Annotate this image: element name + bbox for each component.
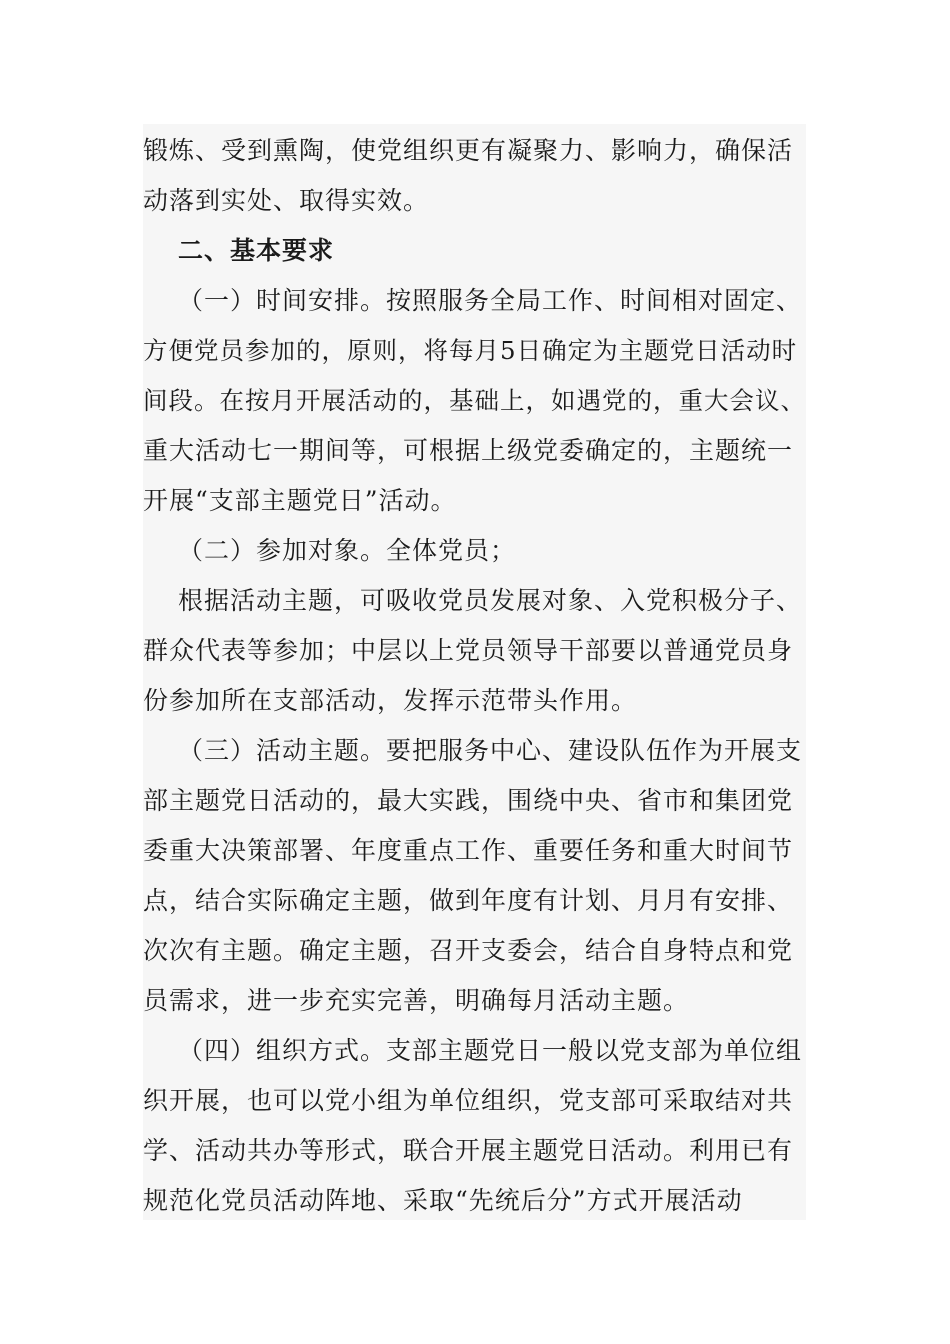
paragraph-line: 份参加所在支部活动，发挥示范带头作用。 — [143, 686, 638, 715]
paragraph-line: 点，结合实际确定主题，做到年度有计划、月月有安排、 — [143, 886, 794, 915]
paragraph-line: 动落到实处、取得实效。 — [143, 186, 430, 215]
paragraph-line: 员需求，进一步充实完善，明确每月活动主题。 — [143, 986, 690, 1015]
document-page — [143, 124, 806, 1220]
paragraph-line: （四）组织方式。支部主题党日一般以党支部为单位组 — [178, 1036, 803, 1065]
paragraph-line: 重大活动七一期间等，可根据上级党委确定的，主题统一 — [143, 436, 794, 465]
paragraph-line: （三）活动主题。要把服务中心、建设队伍作为开展支 — [178, 736, 803, 765]
section-heading: 二、基本要求 — [178, 236, 335, 265]
paragraph-line: 开展“支部主题党日”活动。 — [143, 486, 457, 515]
paragraph-line: 规范化党员活动阵地、采取“先统后分”方式开展活动 — [143, 1186, 743, 1215]
paragraph-line: 学、活动共办等形式，联合开展主题党日活动。利用已有 — [143, 1136, 794, 1165]
paragraph-line: 次次有主题。确定主题，召开支委会，结合自身特点和党 — [143, 936, 794, 965]
paragraph-line: 方便党员参加的，原则，将每月5日确定为主题党日活动时 — [143, 336, 798, 365]
paragraph-line: （一）时间安排。按照服务全局工作、时间相对固定、 — [178, 286, 803, 315]
paragraph-line: 部主题党日活动的，最大实践，围绕中央、省市和集团党 — [143, 786, 794, 815]
paragraph-line: 根据活动主题，可吸收党员发展对象、入党积极分子、 — [178, 586, 803, 615]
paragraph-line: 织开展，也可以党小组为单位组织，党支部可采取结对共 — [143, 1086, 794, 1115]
paragraph-line: （二）参加对象。全体党员； — [178, 536, 517, 565]
paragraph-line: 委重大决策部署、年度重点工作、重要任务和重大时间节 — [143, 836, 794, 865]
paragraph-line: 群众代表等参加；中层以上党员领导干部要以普通党员身 — [143, 636, 794, 665]
paragraph-line: 锻炼、受到熏陶，使党组织更有凝聚力、影响力，确保活 — [143, 136, 794, 165]
paragraph-line: 间段。在按月开展活动的，基础上，如遇党的，重大会议、 — [143, 386, 806, 415]
